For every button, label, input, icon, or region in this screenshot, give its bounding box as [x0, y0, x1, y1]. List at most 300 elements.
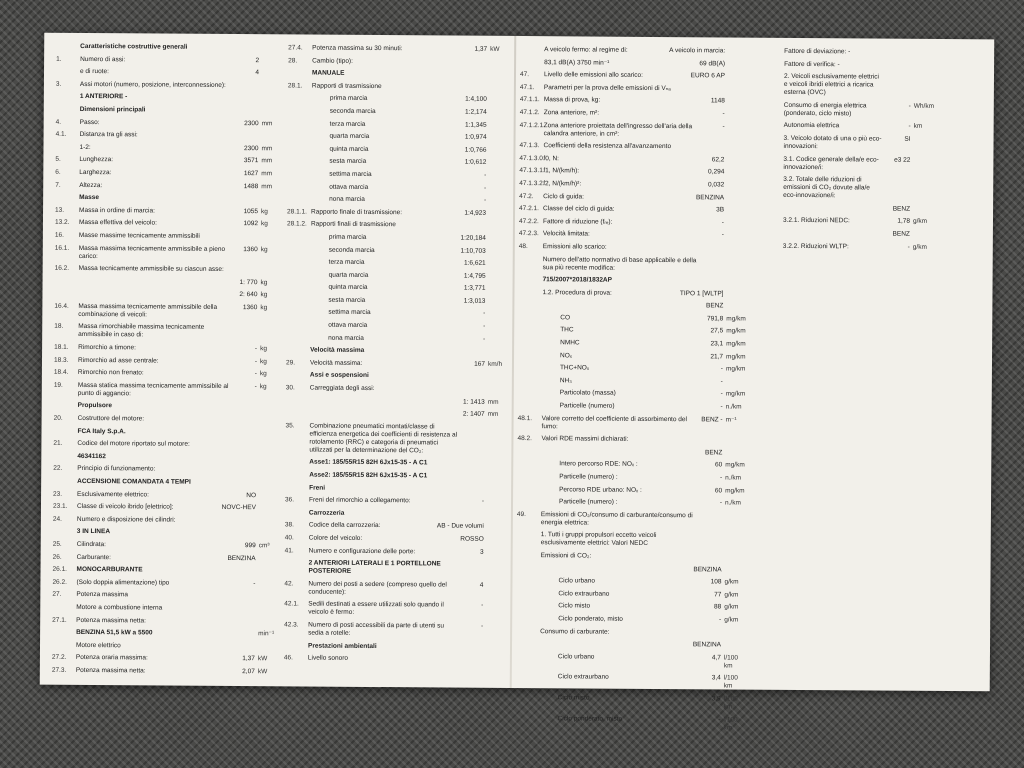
spec-row: [52, 629, 280, 639]
column-4: [759, 48, 936, 256]
spec-row: [517, 486, 747, 496]
spec-number: 24.: [52, 515, 62, 523]
spec-label: f1, N/(km/h):: [543, 167, 580, 175]
spec-value: 1148: [710, 97, 725, 105]
spec-row: [287, 170, 511, 180]
spec-value: -: [722, 122, 725, 131]
spec-row: [759, 176, 935, 201]
spec-unit: km/h: [487, 360, 503, 368]
spec-row: [517, 498, 747, 508]
spec-number: 47.1.3.: [519, 142, 540, 150]
spec-label: Potenza massima netta:: [76, 616, 146, 624]
spec-label: 3. Veicolo dotato di una o più eco-innovazioni:: [783, 134, 882, 151]
spec-row: [53, 427, 281, 437]
spec-row: [52, 579, 280, 589]
spec-label: Lunghezza:: [79, 156, 114, 164]
spec-row: [287, 246, 511, 256]
spec-label: Numero di posti accessibili da parte di utenti su sedia a rotelle:: [308, 621, 445, 637]
spec-row: [516, 673, 746, 691]
spec-value: -: [480, 622, 484, 630]
spec-unit: g/km: [724, 591, 739, 599]
spec-row: [53, 478, 281, 488]
spec-unit: n./km: [725, 403, 742, 411]
spec-row: [286, 284, 510, 294]
spec-value: -: [908, 102, 911, 110]
spec-value: -: [720, 390, 723, 398]
spec-unit: n./km: [724, 499, 741, 507]
spec-value: 1360: [242, 303, 258, 312]
spec-row: [519, 205, 749, 215]
spec-row: [760, 122, 936, 131]
spec-unit: l/100 km: [723, 695, 738, 711]
spec-value: NOVC-HEV: [221, 504, 256, 512]
spec-value: 21,7: [710, 353, 724, 361]
spec-value: -: [721, 231, 724, 239]
spec-value: 1:2,174: [465, 108, 487, 116]
spec-label: Velocità massima: [310, 346, 365, 355]
spec-row: [287, 208, 511, 218]
spec-value: 23,1: [710, 340, 724, 348]
spec-number: 18.1.: [54, 343, 69, 351]
spec-label: Zona anteriore, m²:: [543, 109, 600, 117]
spec-label: [783, 205, 886, 206]
spec-number: 47.1.: [519, 83, 535, 91]
spec-row: [53, 453, 281, 463]
spec-row: [519, 230, 749, 240]
spec-label: 3 IN LINEA: [76, 528, 111, 536]
spec-unit: kg: [260, 304, 268, 312]
spec-value: 1:3,771: [463, 284, 486, 293]
spec-label: prima marcia: [329, 95, 368, 103]
spec-value: 2: 1407: [462, 410, 485, 418]
spec-value: BENZ: [706, 302, 724, 310]
spec-label: quinta marcia: [328, 283, 368, 292]
spec-label: NH₃: [559, 377, 572, 385]
spec-label: Numero di assi:: [80, 55, 126, 63]
spec-label: Livello sonoro: [307, 654, 349, 662]
spec-row: [56, 131, 284, 141]
spec-label: Carburante:: [76, 553, 111, 561]
spec-label: ACCENSIONE COMANDATA 4 TEMPI: [77, 477, 191, 486]
spec-label: Assi motori (numero, posizione, interconnessione):: [79, 80, 226, 89]
spec-value: -: [483, 196, 487, 204]
spec-row: [518, 301, 748, 311]
spec-label: quinta marcia: [329, 145, 369, 153]
spec-unit: g/km: [724, 578, 739, 586]
spec-value: 3: [480, 548, 484, 556]
spec-label: Ciclo extraurbano: [557, 673, 609, 681]
spec-value: 0,294: [708, 168, 725, 176]
spec-label: 3.2.1. Riduzioni NEDC:: [782, 217, 850, 225]
spec-row: [287, 233, 511, 243]
spec-row: [517, 565, 747, 575]
spec-label: Codice della carrozzeria:: [308, 521, 381, 530]
spec-label: f0, N:: [543, 154, 559, 163]
spec-value: BENZINA: [695, 193, 725, 201]
spec-label: Classe del ciclo di guida:: [543, 205, 615, 213]
spec-value: SI: [904, 135, 911, 143]
spec-value: 2: [255, 56, 260, 64]
spec-row: [288, 120, 512, 130]
spec-number: 22.: [53, 465, 63, 473]
spec-value: -: [484, 184, 487, 192]
spec-value: 1: 1413: [463, 398, 485, 406]
spec-label: Propulsore: [77, 402, 113, 410]
spec-number: 42.: [284, 580, 294, 588]
spec-unit: min⁻¹: [258, 630, 275, 638]
spec-row: [517, 435, 747, 445]
spec-row: [288, 95, 512, 105]
column-1: [52, 43, 284, 681]
spec-row: [53, 465, 281, 475]
spec-label: Particelle (numero) :: [559, 473, 618, 481]
spec-row: [54, 323, 282, 341]
spec-label: Rapporti finali di trasmissione: [310, 220, 396, 229]
spec-row: [519, 167, 749, 177]
spec-row: [520, 84, 750, 94]
spec-row: [760, 60, 936, 69]
spec-number: 20.: [53, 414, 63, 422]
spec-row: [285, 422, 509, 456]
spec-row: [518, 339, 748, 349]
spec-row: [53, 553, 281, 563]
spec-label: Motore elettrico: [75, 641, 121, 649]
spec-value: 1: 770: [239, 278, 258, 286]
spec-row: [517, 448, 747, 458]
spec-label: Particolato (massa): [559, 389, 616, 398]
spec-label: Motore a combustione interna: [76, 603, 163, 612]
spec-label: f2, N/(km/h)²:: [543, 180, 582, 188]
spec-row: [518, 364, 748, 374]
spec-row: [287, 221, 511, 231]
spec-label: Ciclo misto: [557, 694, 590, 702]
spec-label: 3.1. Codice generale della/e eco-innovazione/i:: [783, 155, 879, 171]
spec-value: 2: 640: [239, 291, 258, 299]
spec-value: -: [254, 383, 257, 391]
spec-label: NMHC: [560, 339, 580, 347]
spec-unit: mg/km: [726, 327, 746, 336]
spec-number: 19.: [53, 381, 63, 389]
spec-label: Potenza massima netta:: [75, 666, 146, 675]
spec-label: Massa di prova, kg:: [543, 96, 601, 104]
spec-label: Rimorchio non frenato:: [77, 369, 144, 377]
spec-label: Costruttore del motore:: [77, 414, 145, 423]
spec-row: [520, 59, 750, 69]
spec-number: 30.: [285, 384, 295, 392]
spec-number: 28.1.1.: [287, 208, 307, 216]
spec-row: [285, 471, 509, 481]
spec-label: Cilindrata:: [76, 540, 107, 549]
spec-label: Emissioni di CO₂/consumo di carburante/consumo di energia elettrica:: [540, 510, 693, 527]
spec-number: 13.: [55, 206, 65, 214]
spec-row: [519, 243, 749, 253]
spec-row: [56, 55, 284, 65]
spec-row: [759, 217, 935, 226]
spec-label: [79, 278, 234, 279]
spec-value: 1:4,100: [465, 96, 487, 104]
spec-unit: kg: [260, 278, 268, 286]
spec-label: Emissioni allo scarico:: [542, 243, 607, 251]
spec-value: 1:0,766: [464, 146, 487, 154]
spec-row: [285, 560, 509, 578]
spec-value: 1:6,621: [463, 259, 486, 267]
spec-label: settima marcia: [328, 309, 371, 317]
spec-unit: kW: [257, 668, 268, 676]
spec-number: 48.1.: [517, 414, 533, 422]
spec-unit: mg/km: [726, 340, 746, 348]
spec-row: [55, 219, 283, 229]
spec-row: [284, 655, 508, 665]
spec-label: A veicolo fermo: al regime di:: [544, 46, 628, 54]
spec-number: 1.: [56, 55, 62, 63]
spec-label: ottava marcia: [329, 183, 369, 191]
spec-value: 791,8: [707, 315, 724, 323]
spec-value: 62,2: [711, 156, 725, 164]
spec-row: [288, 82, 512, 92]
spec-value: -: [481, 497, 485, 505]
spec-row: [516, 602, 746, 612]
spec-value: -: [722, 110, 725, 118]
spec-label: 46341162: [77, 452, 106, 460]
spec-label: 3.2.2. Riduzioni WLTP:: [782, 242, 849, 250]
spec-row: [520, 46, 750, 56]
spec-value: 1:4,923: [464, 209, 487, 217]
spec-row: [517, 460, 747, 470]
spec-label: Numero e disposizione dei cilindri:: [76, 515, 176, 524]
spec-number: 7.: [55, 181, 61, 189]
spec-value: 1:4,795: [463, 272, 486, 280]
spec-label: Velocità massima:: [309, 359, 363, 367]
spec-row: [286, 334, 510, 344]
spec-value: 1:0,974: [464, 133, 487, 141]
spec-value: A veicolo in marcia:: [669, 47, 726, 55]
spec-number: 46.: [283, 654, 293, 662]
spec-value: 1:20,184: [460, 234, 486, 242]
spec-number: 28.: [288, 56, 298, 65]
spec-label: Potenza massima: [76, 591, 129, 599]
spec-number: 47.2.3.: [518, 230, 539, 238]
spec-unit: kW: [257, 655, 268, 663]
spec-label: settima marcia: [329, 170, 372, 178]
spec-row: [56, 118, 284, 128]
spec-row: [287, 158, 511, 168]
spec-label: Dimensioni principali: [79, 105, 146, 114]
spec-row: [54, 356, 282, 366]
spec-value: 1,37: [242, 655, 255, 663]
spec-label: Ciclo urbano: [557, 653, 595, 661]
spec-label: quarta marcia: [329, 132, 370, 141]
spec-number: 35.: [285, 422, 295, 430]
spec-row: [518, 377, 748, 387]
spec-value: 4: [255, 69, 260, 77]
spec-row: [760, 101, 936, 118]
spec-row: [53, 490, 281, 500]
spec-number: 18.: [54, 323, 64, 331]
spec-row: [55, 265, 283, 275]
spec-number: 48.2.: [517, 435, 532, 443]
spec-unit: kg: [259, 357, 267, 365]
spec-value: -: [253, 579, 256, 587]
spec-row: [518, 402, 748, 412]
spec-number: 48.: [518, 242, 528, 250]
spec-row: [54, 402, 282, 412]
spec-number: 26.2.: [52, 578, 67, 586]
spec-row: [286, 410, 510, 420]
spec-value: 1092: [243, 220, 258, 228]
spec-value: BENZINA: [692, 641, 722, 649]
spec-value: 2300: [244, 119, 259, 127]
spec-label: Livello delle emissioni allo scarico:: [543, 71, 644, 80]
spec-number: 27.4.: [288, 44, 303, 52]
spec-unit: g/km: [724, 603, 739, 611]
spec-row: [288, 44, 512, 54]
spec-value: -: [719, 499, 723, 507]
spec-label: Rimorchio a timone:: [78, 343, 136, 352]
spec-number: 16.: [54, 231, 64, 239]
spec-label: Valori RDE massimi dichiarati:: [541, 435, 629, 443]
spec-label: Particelle (numero): [559, 402, 615, 410]
spec-label: 1.2. Procedura di prova:: [542, 288, 612, 297]
column-3: [515, 46, 750, 737]
spec-row: [517, 531, 747, 549]
spec-value: 3,9: [711, 695, 721, 703]
spec-row: [518, 326, 748, 336]
spec-label: Assi e sospensioni: [309, 371, 369, 380]
spec-number: 21.: [53, 439, 63, 448]
spec-row: [518, 314, 748, 324]
spec-label: Fattore di verifica: -: [784, 60, 840, 68]
spec-label: Ciclo extraurbano: [558, 590, 610, 598]
spec-row: [56, 106, 284, 116]
spec-row: [52, 604, 280, 614]
spec-number: 13.2.: [54, 219, 70, 227]
spec-label: Numero dei posti a sedere (compreso quello del conducente):: [308, 580, 447, 596]
spec-label: [541, 565, 692, 566]
spec-row: [520, 122, 750, 140]
spec-number: 28.1.2.: [286, 220, 307, 228]
spec-value: -: [254, 357, 258, 365]
spec-row: [54, 303, 282, 321]
spec-number: 25.: [52, 540, 62, 548]
spec-unit: mm: [487, 398, 499, 406]
spec-value: -: [482, 335, 486, 343]
spec-label: Masse: [79, 194, 100, 202]
spec-row: [287, 258, 511, 268]
spec-unit: km: [913, 123, 923, 131]
spec-label: Particelle (numero) :: [558, 498, 618, 506]
spec-label: Masse massime tecnicamente ammissibili: [78, 231, 200, 240]
spec-row: [56, 93, 284, 103]
spec-label: Passo:: [79, 118, 100, 126]
spec-value: 3571: [243, 157, 259, 165]
spec-row: [516, 615, 746, 625]
spec-row: [516, 628, 746, 638]
spec-unit: g/km: [912, 243, 927, 251]
spec-label: [541, 448, 698, 449]
spec-row: [284, 642, 508, 652]
spec-value: 1,78: [897, 217, 911, 226]
spec-label: ottava marcia: [328, 321, 368, 330]
spec-number: 38.: [284, 521, 294, 529]
spec-value: -: [720, 365, 723, 373]
spec-number: 40.: [284, 534, 294, 542]
spec-label: Massa massima tecnicamente ammissibile a pieno carico:: [78, 244, 226, 260]
spec-row: [287, 183, 511, 193]
spec-row: [56, 43, 284, 53]
spec-number: 47.1.3.0.: [519, 154, 545, 162]
spec-number: 4.1.: [55, 130, 67, 139]
spec-row: [55, 244, 283, 262]
spec-unit: l/100 km: [723, 674, 738, 690]
spec-label: NOₓ: [560, 351, 572, 360]
spec-unit: mg/km: [726, 353, 746, 361]
spec-value: 1:0,612: [464, 158, 487, 167]
spec-number: 47.1.1.: [519, 96, 540, 104]
spec-row: [516, 653, 746, 671]
spec-row: [56, 68, 284, 78]
spec-number: 23.1.: [52, 502, 68, 511]
spec-row: [53, 516, 281, 526]
spec-row: [288, 107, 512, 117]
spec-label: seconda marcia: [328, 246, 375, 254]
spec-number: 16.2.: [54, 264, 70, 272]
spec-number: 3.: [55, 80, 62, 88]
spec-unit: mm: [261, 119, 273, 127]
spec-row: [517, 511, 747, 529]
spec-label: Consumo di carburante:: [540, 627, 610, 636]
spec-label: Numero e configurazione delle porte:: [308, 547, 416, 555]
spec-label: Codice del motore riportato sul motore:: [77, 440, 190, 448]
spec-value: BENZINA: [227, 554, 256, 562]
spec-value: AB - Due volumi: [436, 522, 484, 531]
spec-value: -: [719, 474, 723, 482]
spec-label: Distanza tra gli assi:: [79, 131, 138, 139]
spec-value: 3B: [716, 206, 725, 214]
spec-value: NO: [246, 491, 257, 499]
spec-unit: g/km: [912, 218, 928, 226]
spec-row: [759, 155, 935, 172]
spec-row: [760, 48, 936, 57]
spec-value: 60: [714, 486, 723, 495]
spec-label: 1-2:: [79, 143, 91, 151]
spec-label: Colore del veicolo:: [308, 534, 363, 542]
spec-label: Ciclo misto: [558, 602, 591, 610]
spec-value: 108: [710, 578, 722, 586]
spec-row: [519, 256, 749, 274]
spec-row: [53, 528, 281, 538]
spec-row: [52, 616, 280, 626]
spec-label: seconda marcia: [329, 107, 376, 115]
spec-row: [54, 382, 282, 400]
spec-label: Emissioni di CO₂:: [540, 552, 592, 560]
spec-row: [284, 601, 508, 619]
spec-label: Carreggiata degli assi:: [309, 384, 375, 393]
spec-label: Intero percorso RDE: NOₓ :: [559, 460, 638, 469]
spec-label: MANUALE: [311, 69, 345, 77]
spec-label: sesta marcia: [329, 158, 367, 166]
spec-unit: mm: [261, 157, 273, 165]
spec-value: -: [720, 403, 723, 411]
spec-row: [286, 397, 510, 407]
spec-label: Ciclo ponderato, misto: [557, 714, 623, 723]
spec-row: [286, 296, 510, 306]
spec-label: Massa massima tecnicamente ammissibile della combinazione di veicoli:: [78, 302, 218, 319]
spec-value: 4: [479, 581, 484, 589]
spec-row: [55, 232, 283, 242]
spec-value: BENZ: [892, 205, 911, 213]
spec-label: quarta marcia: [328, 271, 369, 279]
spec-row: [54, 415, 282, 425]
